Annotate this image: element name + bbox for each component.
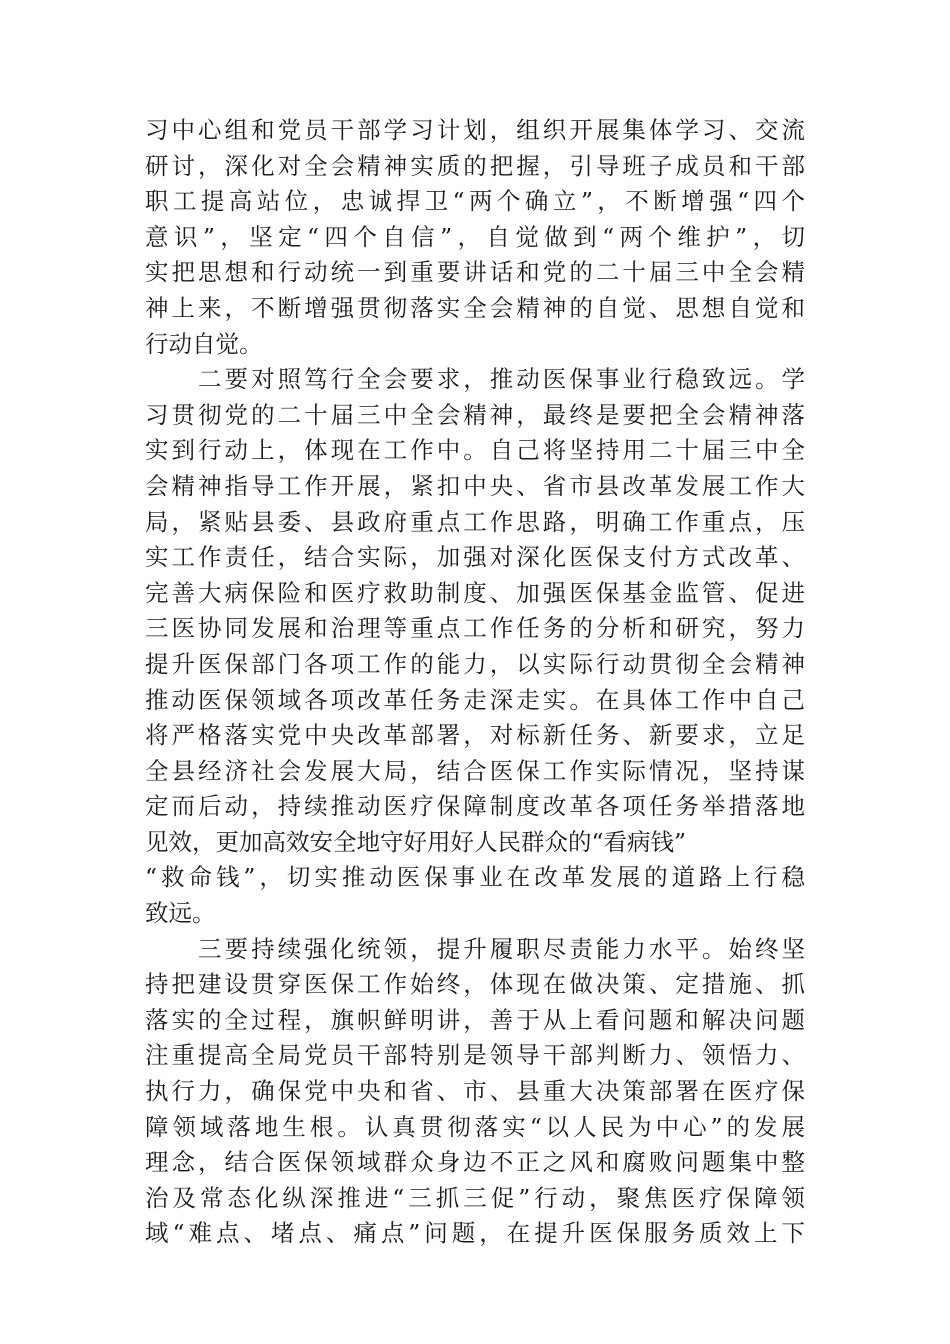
text-line: 见效，更加高效安全地守好用好人民群众的“看病钱” [145, 827, 687, 856]
paragraph-start-line: 二要对照笃行全会要求，推动医保事业行稳致远。学 [145, 365, 805, 394]
text-line: “救命钱”，切实推动医保事业在改革发展的道路上行稳 [145, 863, 805, 892]
text-line: 意识”，坚定“四个自信”，自觉做到“两个维护”，切 [145, 222, 805, 251]
text-line: 职工提高站位，忠诚捍卫“两个确立”，不断增强“四个 [145, 187, 805, 216]
text-line: 域“难点、堵点、痛点”问题，在提升医保服务质效上下 [145, 1219, 805, 1248]
text-line: 全县经济社会发展大局，结合医保工作实际情况，坚持谋 [145, 756, 805, 785]
text-line: 习中心组和党员干部学习计划，组织开展集体学习、交流 [145, 116, 805, 144]
text-line: 提升医保部门各项工作的能力，以实际行动贯彻全会精神 [145, 649, 805, 678]
text-line: 实工作责任，结合实际，加强对深化医保支付方式改革、 [145, 543, 805, 572]
body-text [145, 113, 805, 1252]
paragraph-start-line: 三要持续强化统领，提升履职尽责能力水平。始终坚 [145, 934, 805, 963]
text-line: 局，紧贴县委、县政府重点工作思路，明确工作重点，压 [145, 507, 805, 536]
text-line: 落实的全过程，旗帜鲜明讲，善于从上看问题和解决问题 [145, 1005, 805, 1034]
text-line: 神上来，不断增强贯彻落实全会精神的自觉、思想自觉和 [145, 293, 805, 322]
paragraph-end-line: 致远。 [145, 899, 216, 928]
text-line: 执行力，确保党中央和省、市、县重大决策部署在医疗保 [145, 1077, 805, 1106]
text-line: 习贯彻党的二十届三中全会精神，最终是要把全会精神落 [145, 400, 805, 429]
text-line: 注重提高全局党员干部特别是领导干部判断力、领悟力、 [145, 1041, 805, 1070]
text-line: 持把建设贯穿医保工作始终，体现在做决策、定措施、抓 [145, 970, 805, 999]
text-line: 理念，结合医保领域群众身边不正之风和腐败问题集中整 [145, 1148, 805, 1177]
text-line: 实把思想和行动统一到重要讲话和党的二十届三中全会精 [145, 258, 805, 287]
paragraph-end-line: 行动自觉。 [145, 329, 263, 358]
text-line: 研讨，深化对全会精神实质的把握，引导班子成员和干部 [145, 151, 805, 180]
text-line: 三医协同发展和治理等重点工作任务的分析和研究，努力 [145, 614, 805, 643]
text-line: 将严格落实党中央改革部署，对标新任务、新要求，立足 [145, 721, 805, 750]
text-line: 障领域落地生根。认真贯彻落实“以人民为中心”的发展 [145, 1112, 805, 1141]
text-line: 定而后动，持续推动医疗保障制度改革各项任务举措落地 [145, 792, 805, 821]
text-line: 推动医保领域各项改革任务走深走实。在具体工作中自己 [145, 685, 805, 714]
text-line: 会精神指导工作开展，紧扣中央、省市县改革发展工作大 [145, 471, 805, 500]
text-line: 完善大病保险和医疗救助制度、加强医保基金监管、促进 [145, 578, 805, 607]
text-line: 治及常态化纵深推进“三抓三促”行动，聚焦医疗保障领 [145, 1183, 805, 1212]
text-line: 实到行动上，体现在工作中。自己将坚持用二十届三中全 [145, 436, 805, 465]
